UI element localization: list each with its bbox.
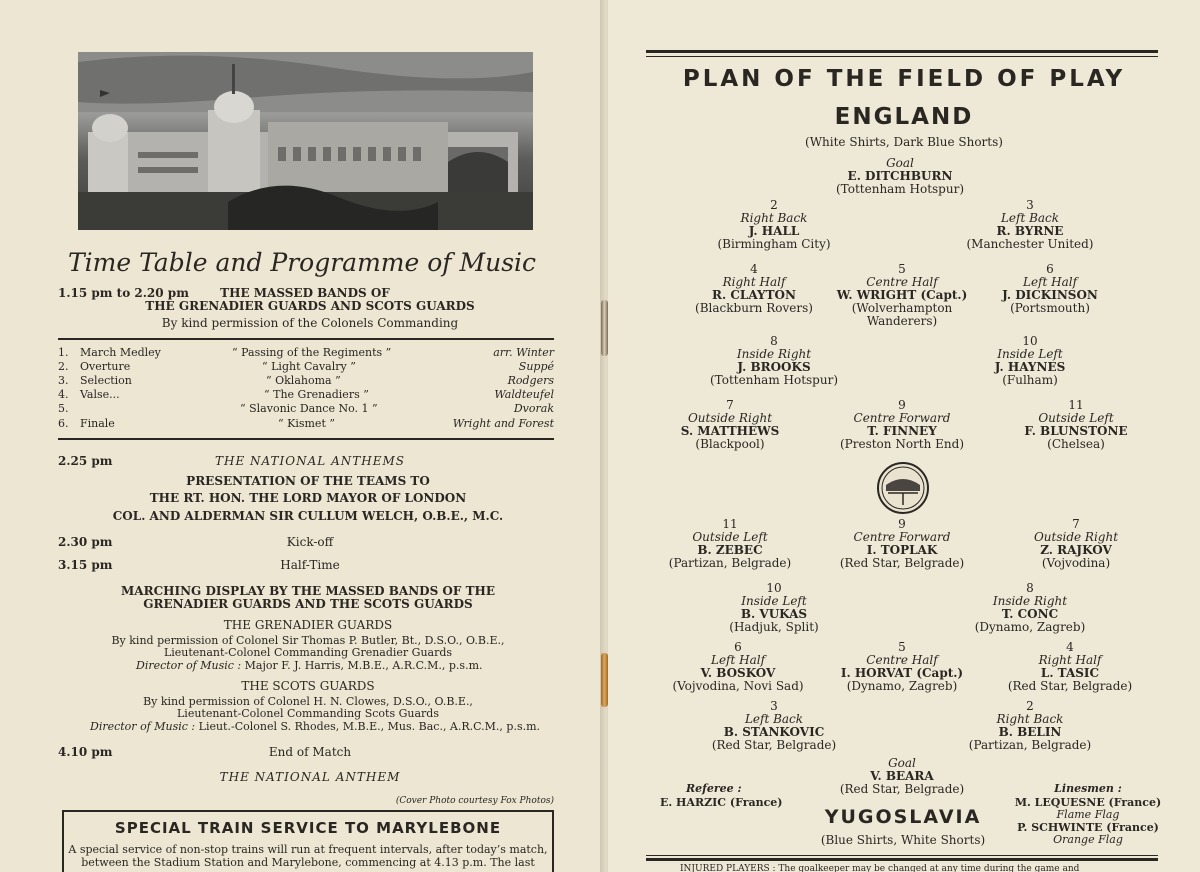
cover-photo-stadium — [78, 52, 533, 230]
player-name: J. HALL — [748, 224, 800, 238]
item-num: 5. — [58, 402, 69, 415]
player-position: Centre Forward — [853, 530, 951, 544]
linesman1-name: M. LEQUESNE (France) — [1014, 796, 1162, 809]
item-type: Overture — [80, 360, 131, 373]
opening-line2: THE GRENADIER GUARDS AND SCOTS GUARDS — [145, 299, 475, 313]
opening-line1: THE MASSED BANDS OF — [220, 286, 390, 300]
stadium-illustration — [78, 52, 533, 230]
player-number: 4 — [750, 262, 758, 276]
director-name: Lieut.-Colonel S. Rhodes, M.B.E., Mus. Bac., A.R.C.M., p.s.m. — [198, 720, 541, 733]
player-club: (Birmingham City) — [717, 237, 831, 251]
player-club: (Chelsea) — [1047, 437, 1105, 451]
train-notice — [62, 810, 554, 872]
player-yugo-11 — [630, 518, 830, 570]
player-club: (Vojvodina, Novi Sad) — [672, 679, 804, 693]
director-name: Major F. J. Harris, M.B.E., A.R.C.M., p.s.m. — [244, 659, 483, 672]
halftime-time: 3.15 pm — [58, 558, 113, 572]
player-name: V. BEARA — [870, 769, 934, 783]
halftime: Half-Time — [280, 558, 340, 572]
player-position: Inside Left — [741, 594, 807, 608]
presentation-line2: THE RT. HON. THE LORD MAYOR OF LONDON — [149, 491, 467, 505]
photo-credit: (Cover Photo courtesy Fox Photos) — [395, 796, 554, 806]
player-number: 3 — [770, 699, 778, 713]
grenadier-l1: By kind permission of Colonel Sir Thomas P. Butler, Bt., D.S.O., O.B.E., — [111, 634, 505, 647]
programme-item — [58, 388, 554, 402]
player-position: Right Back — [740, 211, 808, 225]
player-name: B. ZEBEC — [697, 543, 763, 557]
scots-director — [90, 720, 540, 733]
item-composer: Wright and Forest — [452, 417, 554, 430]
yugoslavia-heading: YUGOSLAVIA — [824, 806, 982, 828]
linesmen-label: Linesmen : — [1054, 782, 1122, 795]
programme-item — [58, 417, 554, 431]
scots-l1: By kind permission of Colonel H. N. Clowes, D.S.O., O.B.E., — [143, 695, 473, 708]
kickoff: Kick-off — [286, 535, 334, 549]
player-name: J. BROOKS — [737, 360, 811, 374]
programme-item — [58, 346, 554, 360]
player-club: (Red Star, Belgrade) — [839, 782, 965, 796]
player-name: V. BOSKOV — [700, 666, 776, 680]
england-heading: ENGLAND — [834, 104, 974, 130]
player-position: Centre Forward — [853, 411, 951, 425]
player-name: T. FINNEY — [867, 424, 937, 438]
player-position: Centre Half — [866, 275, 938, 289]
player-number: 7 — [726, 398, 734, 412]
player-number: 6 — [734, 640, 742, 654]
item-title: “ Kismet ” — [278, 417, 335, 430]
player-yugo-3 — [674, 700, 874, 752]
grenadier-head: THE GRENADIER GUARDS — [223, 618, 393, 632]
player-position: Left Half — [710, 653, 766, 667]
top-rule-thin — [646, 56, 1158, 57]
item-num: 4. — [58, 388, 69, 401]
timetable-title: Time Table and Programme of Music — [67, 248, 537, 277]
opening-line3: By kind permission of the Colonels Commanding — [161, 316, 459, 330]
player-club: (Tottenham Hotspur) — [835, 182, 965, 196]
player-yugo-4 — [970, 641, 1170, 693]
player-number: 10 — [766, 581, 782, 595]
player-name: J. HAYNES — [994, 360, 1066, 374]
programme-item — [58, 360, 554, 374]
player-name: R. CLAYTON — [712, 288, 796, 302]
player-club: (Dynamo, Zagreb) — [846, 679, 958, 693]
player-england-9 — [802, 399, 1002, 451]
player-position: Goal — [886, 156, 914, 170]
player-name: W. WRIGHT (Capt.) — [836, 288, 968, 302]
player-number: 9 — [898, 517, 906, 531]
player-england-10 — [930, 335, 1130, 387]
train-l1: A special service of non-stop trains will run at frequent intervals, after today’s match, — [68, 843, 548, 856]
player-name: S. MATTHEWS — [680, 424, 780, 438]
player-yugo-10 — [674, 582, 874, 634]
player-position: Left Half — [1022, 275, 1078, 289]
player-position: Inside Right — [736, 347, 812, 361]
player-position: Inside Right — [992, 594, 1068, 608]
player-club: (Dynamo, Zagreb) — [974, 620, 1086, 634]
player-england-11 — [976, 399, 1176, 451]
player-number: 5 — [898, 640, 906, 654]
player-number: 7 — [1072, 517, 1080, 531]
item-num: 6. — [58, 417, 69, 430]
field-plan-title: PLAN OF THE FIELD OF PLAY — [682, 66, 1126, 92]
linesman2-name: P. SCHWINTE (France) — [1017, 821, 1159, 834]
bottom-rule — [646, 858, 1158, 861]
bottom-rule-thin — [646, 855, 1158, 856]
end-time: 4.10 pm — [58, 745, 113, 759]
item-title: “ Passing of the Regiments ” — [232, 346, 392, 359]
anthems-time: 2.25 pm — [58, 454, 113, 468]
director-label: Director of Music : — [90, 720, 196, 733]
player-number: 2 — [1026, 699, 1034, 713]
referee-label: Referee : — [686, 782, 742, 795]
staple-top — [601, 300, 608, 356]
player-yugo-7 — [976, 518, 1176, 570]
item-type: Selection — [80, 374, 132, 387]
player-name: I. TOPLAK — [866, 543, 938, 557]
item-num: 1. — [58, 346, 69, 359]
item-title: “ Oklahoma ” — [266, 374, 341, 387]
player-england-6 — [950, 263, 1150, 315]
player-number: 5 — [898, 262, 906, 276]
scots-head: THE SCOTS GUARDS — [241, 679, 375, 693]
ball-emblem — [876, 461, 930, 515]
player-position: Outside Left — [692, 530, 768, 544]
item-title: “ The Grenadiers ” — [264, 388, 369, 401]
player-name: Z. RAJKOV — [1040, 543, 1112, 557]
player-number: 4 — [1066, 640, 1074, 654]
player-name: E. DITCHBURN — [847, 169, 953, 183]
player-name: R. BYRNE — [996, 224, 1064, 238]
director-label: Director of Music : — [136, 659, 242, 672]
programme-item — [58, 374, 554, 388]
injured-players-note: INJURED PLAYERS : The goalkeeper may be changed at any time during the game and — [680, 864, 1080, 872]
item-type: March Medley — [80, 346, 161, 359]
yugoslavia-kit: (Blue Shirts, White Shorts) — [820, 833, 986, 847]
player-number: 10 — [1022, 334, 1038, 348]
top-rule — [646, 50, 1158, 53]
staple-bottom — [601, 653, 608, 707]
player-number: 6 — [1046, 262, 1054, 276]
marching-line2: GRENADIER GUARDS AND THE SCOTS GUARDS — [143, 597, 473, 611]
anthems: THE NATIONAL ANTHEMS — [215, 454, 405, 468]
programme-item — [58, 402, 554, 416]
referee-name: E. HARZIC (France) — [660, 796, 783, 809]
player-position: Outside Right — [687, 411, 773, 425]
train-l2: between the Stadium Station and Marylebone, commencing at 4.13 p.m. The last — [81, 856, 535, 869]
item-composer: Suppé — [518, 360, 554, 373]
player-position: Outside Right — [1033, 530, 1119, 544]
player-position: Right Half — [722, 275, 786, 289]
presentation-line1: PRESENTATION OF THE TEAMS TO — [186, 474, 430, 488]
player-number: 9 — [898, 398, 906, 412]
item-composer: Waldteufel — [494, 388, 554, 401]
item-title: “ Slavonic Dance No. 1 ” — [240, 402, 378, 415]
scots-l2: Lieutenant-Colonel Commanding Scots Guards — [177, 707, 439, 720]
player-position: Left Back — [1000, 211, 1060, 225]
player-position: Right Back — [996, 712, 1064, 726]
item-type: Valse... — [80, 388, 120, 401]
marching-line1: MARCHING DISPLAY BY THE MASSED BANDS OF THE — [121, 584, 495, 598]
player-position: Left Back — [744, 712, 804, 726]
player-club: (Portsmouth) — [1010, 301, 1090, 315]
presentation-line3: COL. AND ALDERMAN SIR CULLUM WELCH, O.B.E., M.C. — [112, 509, 504, 523]
ball-emblem-icon — [876, 461, 930, 515]
player-position: Inside Left — [997, 347, 1063, 361]
player-club: (Fulham) — [1002, 373, 1058, 387]
player-club: (Tottenham Hotspur) — [709, 373, 839, 387]
item-num: 2. — [58, 360, 69, 373]
player-position: Outside Left — [1038, 411, 1114, 425]
player-club: (Preston North End) — [839, 437, 965, 451]
player-club: (Wolverhampton — [851, 301, 953, 315]
player-club: (Blackburn Rovers) — [695, 301, 813, 315]
item-title: “ Light Cavalry ” — [262, 360, 356, 373]
player-england-2 — [674, 199, 874, 251]
player-england-3 — [930, 199, 1130, 251]
player-position: Right Half — [1038, 653, 1102, 667]
player-name: B. STANKOVIC — [723, 725, 825, 739]
player-number: 3 — [1026, 198, 1034, 212]
end-of-match: End of Match — [268, 745, 352, 759]
player-england-goal — [800, 157, 1000, 196]
player-number: 2 — [770, 198, 778, 212]
player-yugo-9 — [802, 518, 1002, 570]
player-club: (Vojvodina) — [1041, 556, 1111, 570]
player-name: L. TASIC — [1040, 666, 1100, 680]
player-name: B. BELIN — [998, 725, 1062, 739]
item-composer: Rodgers — [507, 374, 554, 387]
player-club-line2: Wanderers) — [866, 314, 938, 328]
player-club: (Red Star, Belgrade) — [1007, 679, 1133, 693]
player-number: 11 — [722, 517, 738, 531]
england-kit: (White Shirts, Dark Blue Shorts) — [805, 135, 1003, 149]
player-number: 8 — [1026, 581, 1034, 595]
player-name: J. DICKINSON — [1002, 288, 1098, 302]
item-composer: arr. Winter — [493, 346, 554, 359]
player-england-7 — [630, 399, 830, 451]
player-yugo-8 — [930, 582, 1130, 634]
player-number: 11 — [1068, 398, 1084, 412]
item-num: 3. — [58, 374, 69, 387]
train-title: SPECIAL TRAIN SERVICE TO MARYLEBONE — [114, 819, 502, 837]
player-position: Centre Half — [866, 653, 938, 667]
player-position: Goal — [888, 756, 916, 770]
linesman1-flag: Flame Flag — [1056, 808, 1120, 821]
player-club: (Red Star, Belgrade) — [839, 556, 965, 570]
player-club: (Partizan, Belgrade) — [668, 556, 792, 570]
national-anthem: THE NATIONAL ANTHEM — [219, 770, 401, 784]
kickoff-time: 2.30 pm — [58, 535, 113, 549]
opening-time: 1.15 pm to 2.20 pm — [58, 286, 189, 300]
player-name: T. CONC — [1001, 607, 1059, 621]
player-club: (Red Star, Belgrade) — [711, 738, 837, 752]
player-club: (Manchester United) — [966, 237, 1094, 251]
grenadier-l2: Lieutenant-Colonel Commanding Grenadier Guards — [163, 646, 453, 659]
player-club: (Blackpool) — [695, 437, 765, 451]
programme-top-rule — [58, 338, 554, 340]
linesman2-flag: Orange Flag — [1053, 833, 1123, 846]
right-page — [608, 0, 1200, 872]
player-name: I. HORVAT (Capt.) — [840, 666, 964, 680]
player-number: 8 — [770, 334, 778, 348]
item-type: Finale — [80, 417, 115, 430]
programme-bottom-rule — [58, 438, 554, 440]
grenadier-director — [136, 659, 483, 672]
player-yugo-2 — [930, 700, 1130, 752]
player-club: (Hadjuk, Split) — [729, 620, 819, 634]
player-club: (Partizan, Belgrade) — [968, 738, 1092, 752]
player-yugo-goal — [802, 757, 1002, 796]
player-england-8 — [674, 335, 874, 387]
player-name: F. BLUNSTONE — [1024, 424, 1128, 438]
player-name: B. VUKAS — [740, 607, 808, 621]
item-composer: Dvorak — [513, 402, 554, 415]
